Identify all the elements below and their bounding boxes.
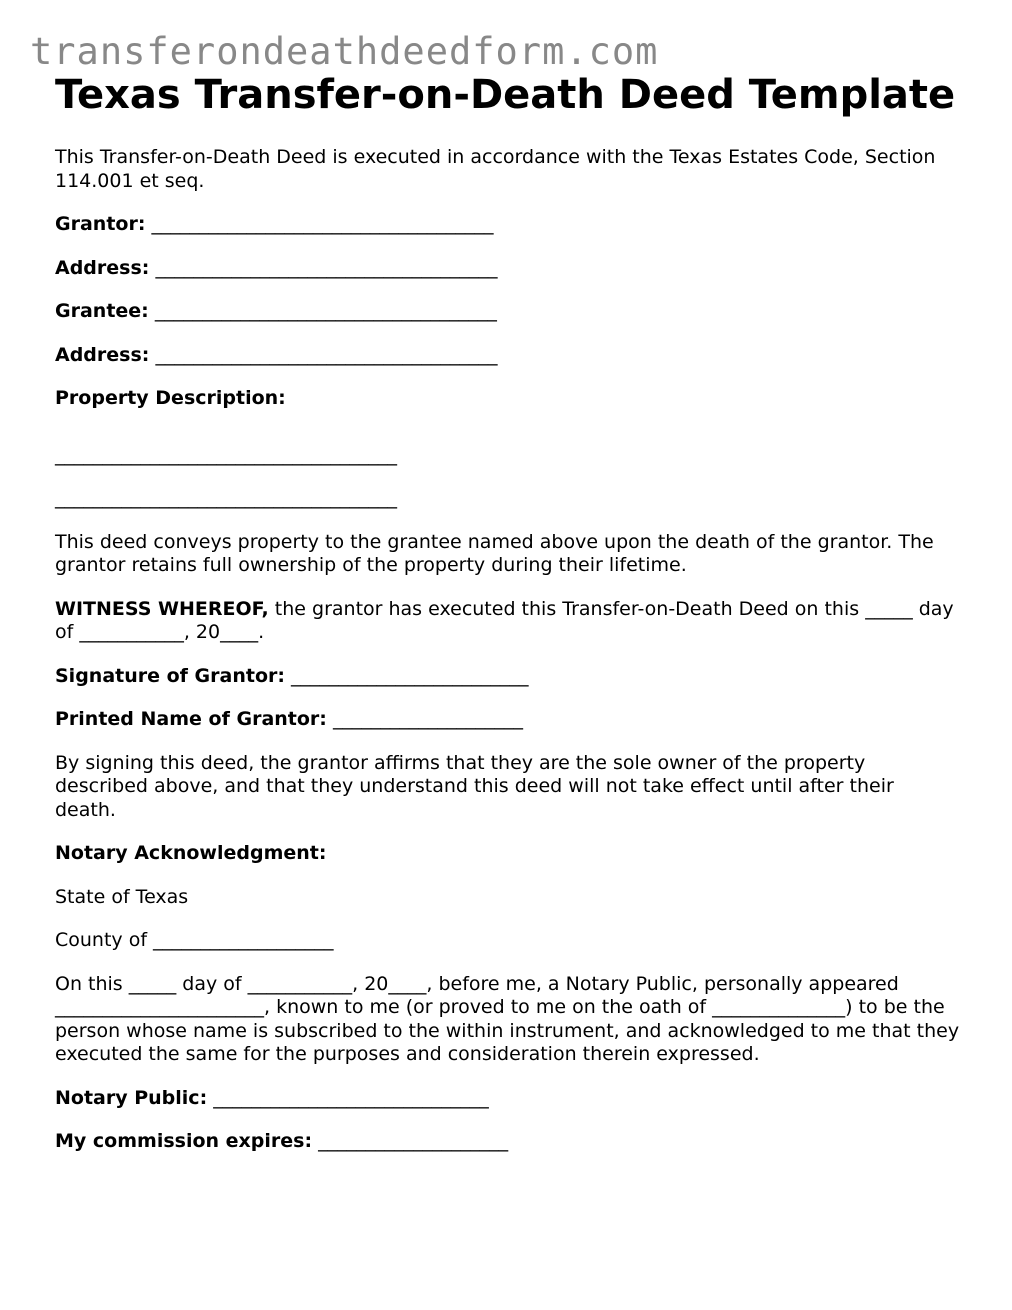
document-title: Texas Transfer-on-Death Deed Template xyxy=(55,72,956,118)
grantee-field xyxy=(55,300,960,324)
notary-state: State of Texas xyxy=(55,885,189,908)
commission-expires-blank: ____________________ xyxy=(318,1130,509,1152)
property-line-2: ____________________________________ xyxy=(55,487,397,509)
witness-paragraph xyxy=(55,598,960,645)
notary-statement: On this _____ day of ___________, 20____, before me, a Notary Public, personally appeared ______________________, known to me (or proved to me on the oath of ______________) to be the person whose name is subscribed to the within instrument, and acknowledged to me that they executed the same for the purposes and consideration therein expressed. xyxy=(55,972,960,1065)
grantor-printed-name-blank: ____________________ xyxy=(332,708,523,730)
grantor-printed-name-field xyxy=(55,708,960,732)
grantor-address-blank: ____________________________________ xyxy=(155,256,498,279)
notary-county: County of ___________________ xyxy=(55,929,334,951)
notary-heading-label: Notary Acknowledgment: xyxy=(55,842,327,864)
grantor-printed-name-label: Printed Name of Grantor: xyxy=(55,708,327,730)
witness-lead: WITNESS WHEREOF, xyxy=(55,597,269,620)
grantee-address-blank: ____________________________________ xyxy=(155,343,498,366)
grantor-signature-field xyxy=(55,665,960,689)
grantor-signature-blank: _________________________ xyxy=(291,664,529,687)
notary-heading xyxy=(55,842,960,866)
grantor-address-label: Address: xyxy=(55,256,150,279)
grantor-address-field xyxy=(55,257,960,281)
notary-public-label: Notary Public: xyxy=(55,1086,208,1109)
property-line-1: ____________________________________ xyxy=(55,443,397,466)
grantor-label: Grantor: xyxy=(55,213,146,235)
grantee-blank: ____________________________________ xyxy=(154,300,497,322)
conveyance-paragraph: This deed conveys property to the grantee named above upon the death of the grantor. The grantor retains full ownership of the property during their lifetime. xyxy=(55,530,934,576)
grantee-address-label: Address: xyxy=(55,343,150,366)
commission-expires-field xyxy=(55,1130,960,1154)
witness-text: the grantor has executed this Transfer-on-Death Deed on this _____ day of ___________, 20____. xyxy=(55,597,954,643)
grantor-field xyxy=(55,213,960,237)
intro-paragraph: This Transfer-on-Death Deed is executed in accordance with the Texas Estates Code, Section 114.001 et seq. xyxy=(55,146,936,192)
notary-public-blank: _____________________________ xyxy=(213,1086,489,1109)
document-body xyxy=(55,146,960,1174)
grantor-blank: ____________________________________ xyxy=(151,213,494,235)
notary-public-field xyxy=(55,1087,960,1111)
property-description-heading xyxy=(55,387,960,411)
affirmation-paragraph: By signing this deed, the grantor affirms that they are the sole owner of the property described above, and that they understand this deed will not take effect until after their death. xyxy=(55,751,894,821)
commission-expires-label: My commission expires: xyxy=(55,1130,313,1152)
grantee-address-field xyxy=(55,344,960,368)
grantor-signature-label: Signature of Grantor: xyxy=(55,664,285,687)
site-watermark: transferondeathdeedform.com xyxy=(30,30,659,73)
grantee-label: Grantee: xyxy=(55,300,149,322)
property-description-label: Property Description: xyxy=(55,387,286,409)
